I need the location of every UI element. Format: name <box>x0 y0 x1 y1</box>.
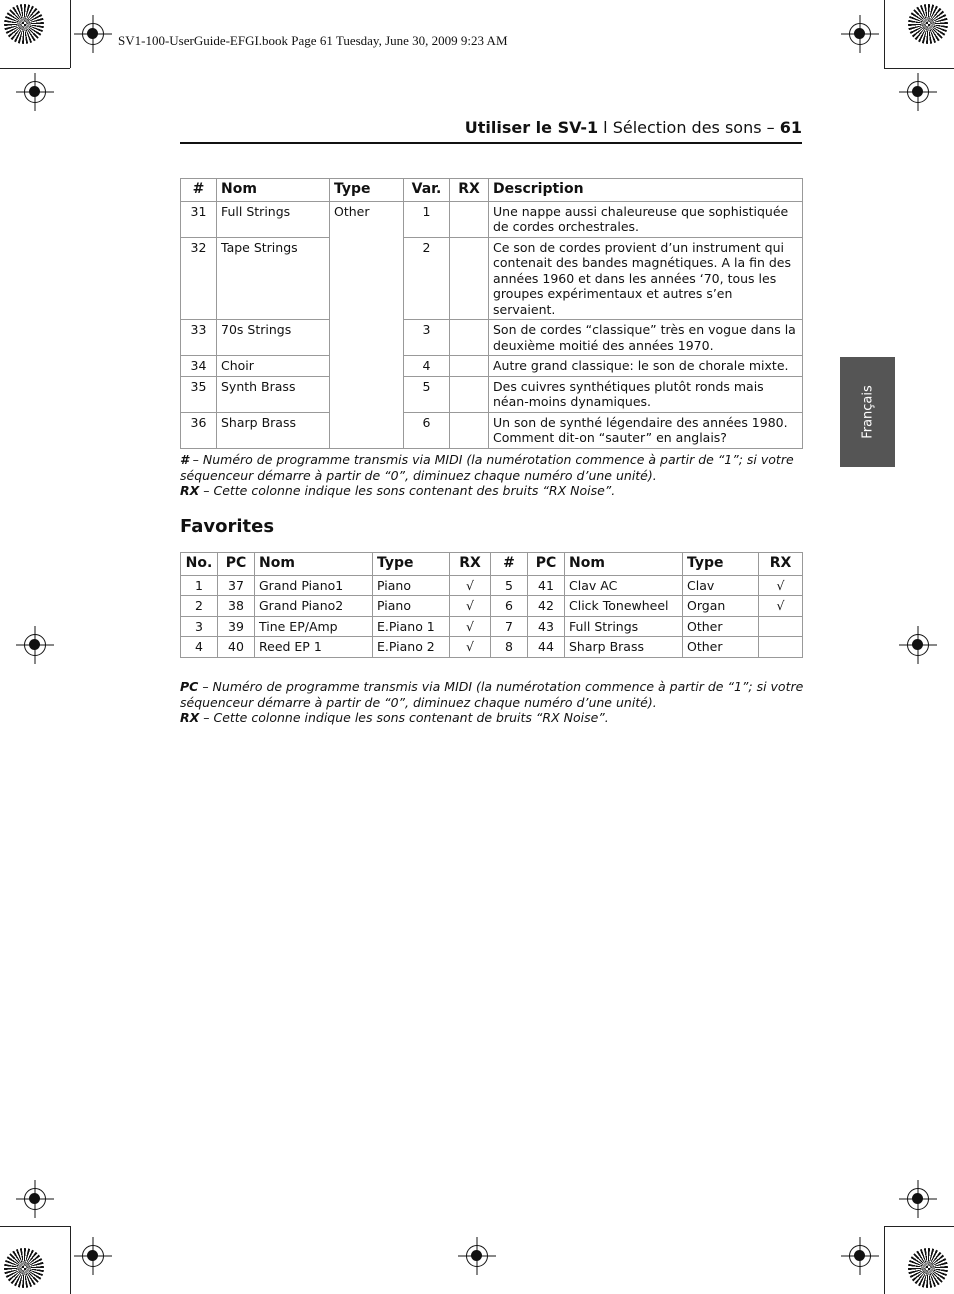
cell-number: 34 <box>181 356 217 377</box>
registration-mark-icon <box>82 1245 104 1267</box>
table-row <box>181 596 803 617</box>
cell-var: 6 <box>404 412 450 448</box>
note-text: – Numéro de programme transmis via MIDI (la numérotation commence à partir de “1”; si votre séquenceur démarre à partir de “0”, diminuez chaque numéro d’une unité). <box>180 452 794 483</box>
cell <box>759 616 803 637</box>
table-row <box>181 201 803 237</box>
cell: Other <box>683 616 759 637</box>
cell: 38 <box>218 596 255 617</box>
note-line <box>180 483 810 499</box>
column-header: No. <box>181 553 218 576</box>
registration-mark-icon <box>24 634 46 656</box>
cell: E.Piano 2 <box>373 637 450 658</box>
registration-mark-icon <box>849 23 871 45</box>
cell-description: Un son de synthé légendaire des années 1980. Comment dit-on “sauter” en anglais? <box>489 412 803 448</box>
cell-var: 3 <box>404 320 450 356</box>
favorites-table-note <box>180 679 810 726</box>
cell: Organ <box>683 596 759 617</box>
note-text: – Numéro de programme transmis via MIDI (la numérotation commence à partir de “1”; si votre séquenceur démarre à partir de “0”, diminuez chaque numéro d’une unité). <box>180 679 804 710</box>
note-label: PC <box>180 679 199 694</box>
table-row <box>181 575 803 596</box>
cell-number: 31 <box>181 201 217 237</box>
table-row <box>181 356 803 377</box>
cell-description: Une nappe aussi chaleureuse que sophistiquée de cordes orchestrales. <box>489 201 803 237</box>
cell-rx <box>450 237 489 320</box>
registration-mark-icon <box>907 1188 929 1210</box>
note-line <box>180 452 810 483</box>
cell: 40 <box>218 637 255 658</box>
cell: Piano <box>373 575 450 596</box>
note-text: – Cette colonne indique les sons contenant de bruits “RX Noise”. <box>199 710 609 725</box>
registration-star-icon <box>908 4 948 44</box>
cell-name: Tape Strings <box>217 237 330 320</box>
cell-rx <box>450 376 489 412</box>
table-row <box>181 412 803 448</box>
cell: Full Strings <box>565 616 683 637</box>
cell-name: Sharp Brass <box>217 412 330 448</box>
column-header: # <box>181 179 217 202</box>
column-header: Description <box>489 179 803 202</box>
sounds-table <box>180 178 803 449</box>
cell: Grand Piano1 <box>255 575 373 596</box>
section-title: Favorites <box>180 516 275 537</box>
cell-description: Ce son de cordes provient d’un instrument qui contenait des bandes magnétiques. A la fin des années 1960 et dans les années ‘70, tous les groupes expérimentaux et autres s’en servaient. <box>489 237 803 320</box>
sounds-table-note <box>180 452 810 499</box>
cell-number: 32 <box>181 237 217 320</box>
cell: 41 <box>528 575 565 596</box>
column-header: Type <box>373 553 450 576</box>
column-header: Nom <box>255 553 373 576</box>
cell: Clav <box>683 575 759 596</box>
favorites-table <box>180 552 803 658</box>
cell-rx <box>450 320 489 356</box>
cell-number: 33 <box>181 320 217 356</box>
cell-var: 1 <box>404 201 450 237</box>
cell: 4 <box>181 637 218 658</box>
page-number: 61 <box>779 118 802 137</box>
cell: √ <box>450 637 491 658</box>
language-tab-label: Français <box>860 385 875 439</box>
registration-mark-icon <box>849 1245 871 1267</box>
registration-mark-icon <box>907 81 929 103</box>
registration-mark-icon <box>466 1245 488 1267</box>
table-row <box>181 320 803 356</box>
cell: Reed EP 1 <box>255 637 373 658</box>
table-header-row <box>181 553 803 576</box>
print-info: SV1-100-UserGuide-EFGI.book Page 61 Tuesday, June 30, 2009 9:23 AM <box>118 33 508 48</box>
column-header: Nom <box>565 553 683 576</box>
cell: √ <box>450 575 491 596</box>
cell: E.Piano 1 <box>373 616 450 637</box>
cell-type: Other <box>330 201 404 448</box>
note-line <box>180 710 810 726</box>
cell: 2 <box>181 596 218 617</box>
cell: 5 <box>491 575 528 596</box>
cell-number: 35 <box>181 376 217 412</box>
table-row <box>181 616 803 637</box>
note-label: # <box>180 452 189 467</box>
table-row <box>181 237 803 320</box>
note-text: – Cette colonne indique les sons contenant des bruits “RX Noise”. <box>199 483 616 498</box>
cell-description: Des cuivres synthétiques plutôt ronds mais néan-moins dynamiques. <box>489 376 803 412</box>
header-subtitle: Sélection des sons <box>612 118 762 137</box>
cell: 44 <box>528 637 565 658</box>
registration-mark-icon <box>82 23 104 45</box>
cell-rx <box>450 412 489 448</box>
cell <box>759 637 803 658</box>
cell-description: Son de cordes “classique” très en vogue dans la deuxième moitié des années 1970. <box>489 320 803 356</box>
cell: 42 <box>528 596 565 617</box>
cell: 43 <box>528 616 565 637</box>
note-line <box>180 679 810 710</box>
column-header: RX <box>450 553 491 576</box>
table-header-row <box>181 179 803 202</box>
cell-description: Autre grand classique: le son de chorale mixte. <box>489 356 803 377</box>
cell: 39 <box>218 616 255 637</box>
cell: Grand Piano2 <box>255 596 373 617</box>
cell: Other <box>683 637 759 658</box>
cell-name: 70s Strings <box>217 320 330 356</box>
registration-star-icon <box>908 1248 948 1288</box>
cell: √ <box>759 596 803 617</box>
cell-name: Full Strings <box>217 201 330 237</box>
note-label: RX <box>180 710 200 725</box>
header-rule <box>180 142 802 144</box>
column-header: PC <box>218 553 255 576</box>
cell: √ <box>450 616 491 637</box>
column-header: Nom <box>217 179 330 202</box>
column-header: PC <box>528 553 565 576</box>
cell-rx <box>450 201 489 237</box>
header-title: Utiliser le SV-1 <box>464 118 599 137</box>
cell: 3 <box>181 616 218 637</box>
cell: √ <box>450 596 491 617</box>
registration-star-icon <box>4 4 44 44</box>
cell: 6 <box>491 596 528 617</box>
cell-var: 2 <box>404 237 450 320</box>
column-header: Type <box>330 179 404 202</box>
language-tab <box>840 357 895 467</box>
cell: √ <box>759 575 803 596</box>
column-header: # <box>491 553 528 576</box>
cell: Click Tonewheel <box>565 596 683 617</box>
cell-rx <box>450 356 489 377</box>
table-row <box>181 376 803 412</box>
cell-var: 5 <box>404 376 450 412</box>
cell-var: 4 <box>404 356 450 377</box>
cell-name: Synth Brass <box>217 376 330 412</box>
cell: 1 <box>181 575 218 596</box>
registration-star-icon <box>4 1248 44 1288</box>
cell: 8 <box>491 637 528 658</box>
header-separator: l <box>598 118 613 137</box>
registration-mark-icon <box>24 81 46 103</box>
table-row <box>181 637 803 658</box>
cell: Tine EP/Amp <box>255 616 373 637</box>
column-header: Type <box>683 553 759 576</box>
column-header: RX <box>759 553 803 576</box>
column-header: Var. <box>404 179 450 202</box>
cell: Piano <box>373 596 450 617</box>
registration-mark-icon <box>24 1188 46 1210</box>
registration-mark-icon <box>907 634 929 656</box>
note-label: RX <box>180 483 200 498</box>
cell: 7 <box>491 616 528 637</box>
cell-number: 36 <box>181 412 217 448</box>
cell: Clav AC <box>565 575 683 596</box>
column-header: RX <box>450 179 489 202</box>
page-header <box>180 118 802 137</box>
cell: Sharp Brass <box>565 637 683 658</box>
cell-name: Choir <box>217 356 330 377</box>
cell: 37 <box>218 575 255 596</box>
header-dash: – <box>761 118 780 137</box>
